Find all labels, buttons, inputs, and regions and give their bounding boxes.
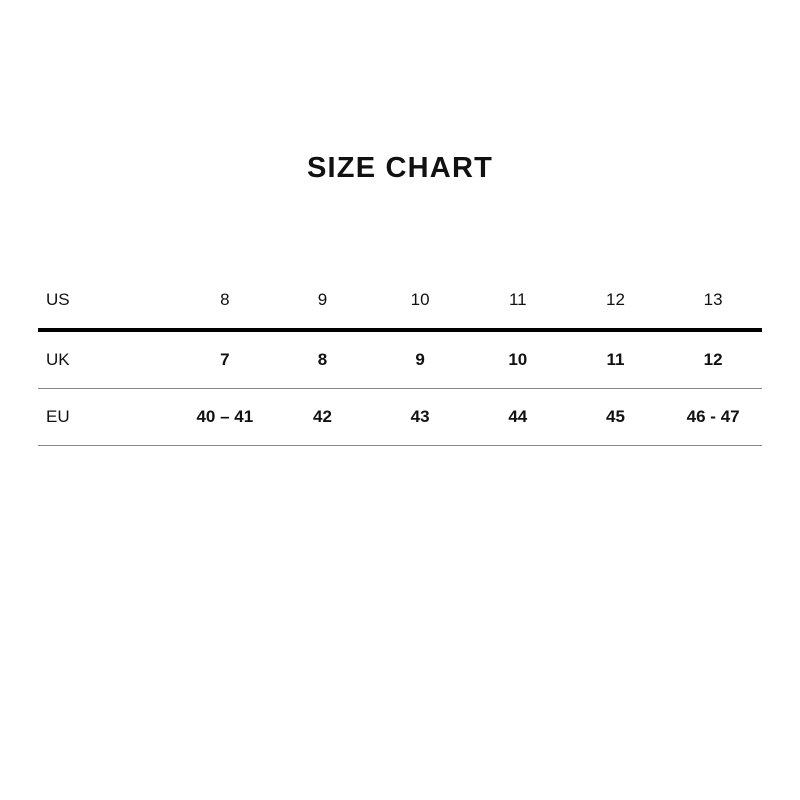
cell-us-1: 8 [220,290,230,309]
page-title: SIZE CHART [307,152,493,184]
cell-eu-2: 42 [313,407,332,426]
cell-us-2: 9 [317,290,328,309]
size-chart-table [38,272,762,446]
cell-eu-4: 44 [508,407,528,426]
cell-uk-3: 9 [415,350,425,369]
row-label-us: US [46,290,70,309]
cell-us-5: 12 [605,290,625,309]
cell-uk-4: 10 [508,350,528,369]
table-row [38,272,762,330]
cell-eu-5: 45 [605,407,625,426]
table-row [38,330,762,389]
cell-eu-6: 46 - 47 [686,407,740,426]
cell-eu-1: 40 – 41 [196,407,254,426]
cell-uk-5: 11 [606,350,625,369]
row-label-uk: UK [46,350,70,369]
cell-us-4: 11 [508,290,527,309]
table-row [38,389,762,446]
cell-us-6: 13 [703,290,723,309]
cell-us-3: 10 [410,290,430,309]
cell-uk-2: 8 [317,350,328,369]
row-label-eu: EU [46,407,70,426]
cell-uk-6: 12 [703,350,723,369]
cell-uk-1: 7 [220,350,230,369]
cell-eu-3: 43 [410,407,430,426]
